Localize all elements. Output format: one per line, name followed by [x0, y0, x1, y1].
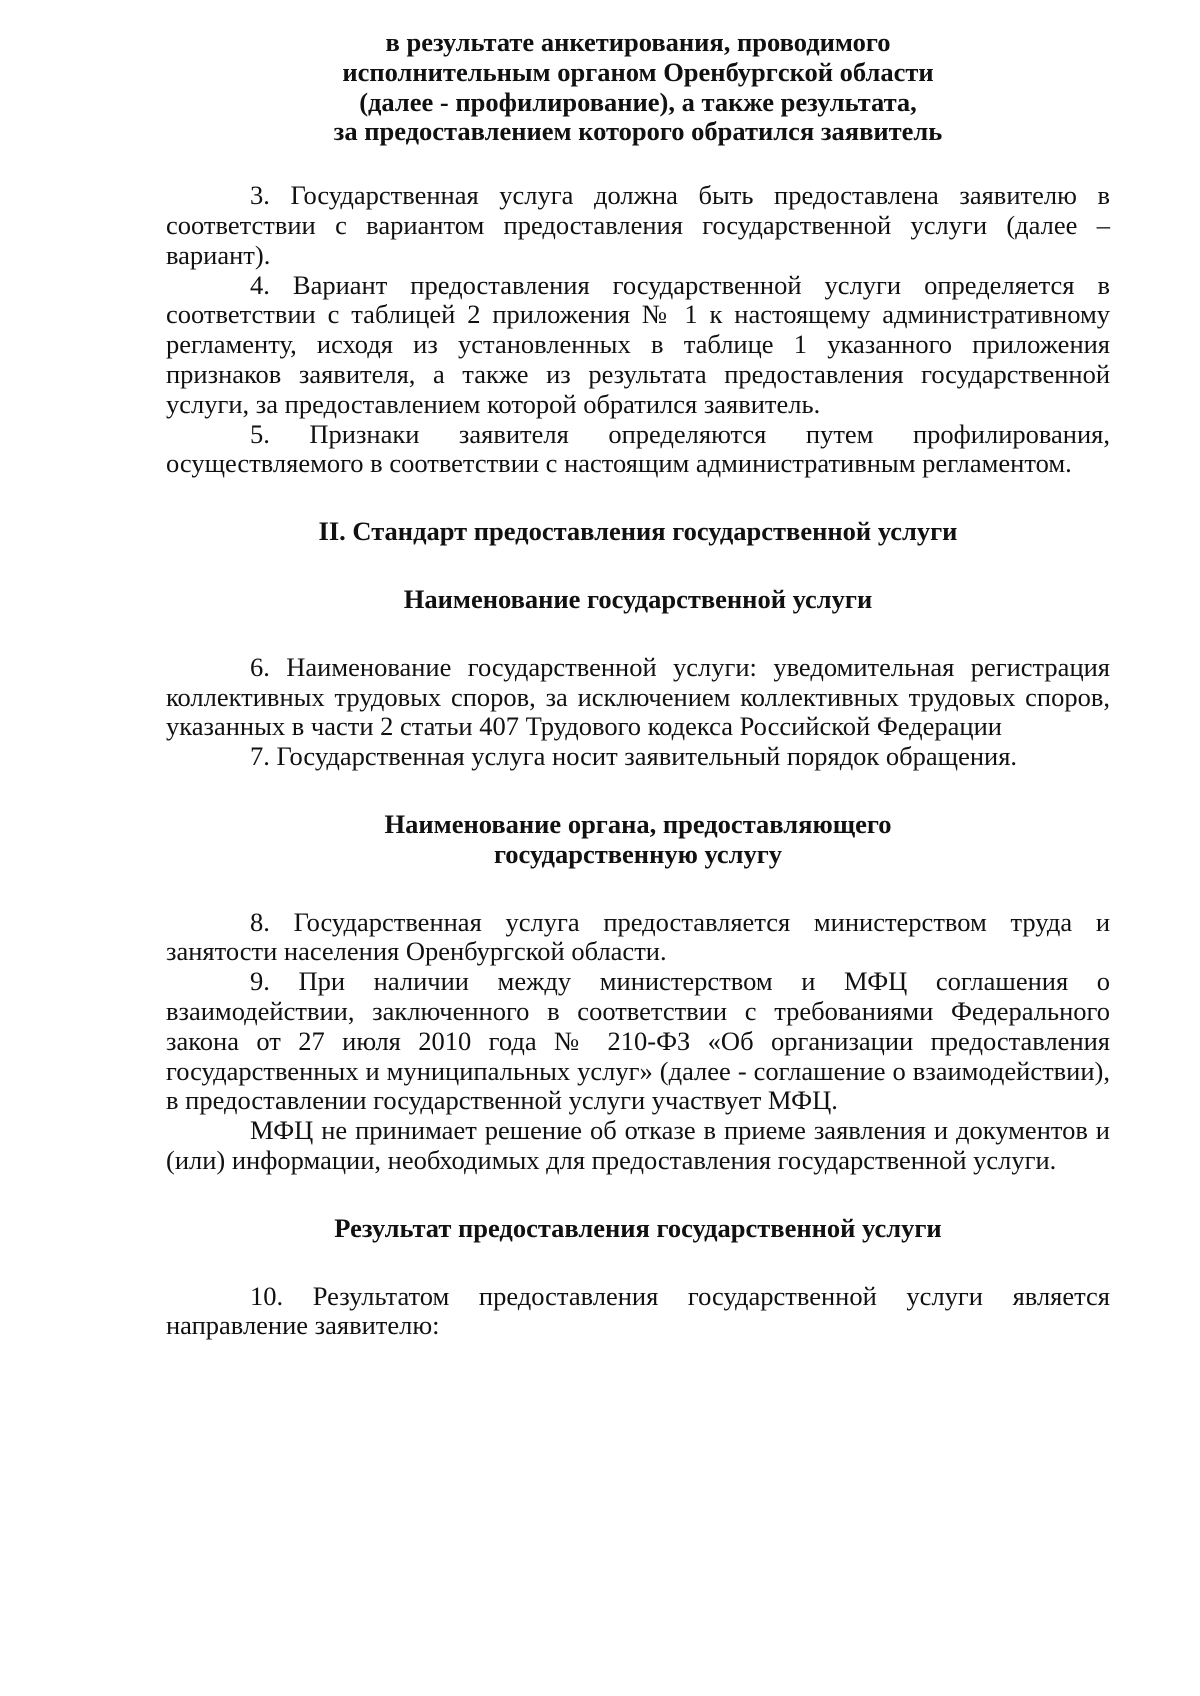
paragraph-9: 9. При наличии между министерством и МФЦ соглашения о взаимодействии, заключенного в соответствии с требованиями Федерального закона от 27 июля 2010 года № 210-ФЗ «Об организации предоставления государственных и муниципальных услуг» (далее - соглашение о взаимодействии), в предоставлении государственной услуги участвует МФЦ. — [166, 966, 1110, 1116]
organ-heading — [166, 810, 1110, 870]
paragraph-3: 3. Государственная услуга должна быть предоставлена заявителю в соответствии с вариантом предоставления государственной услуги (далее – вариант). — [166, 180, 1110, 270]
service-name-heading: Наименование государственной услуги — [403, 583, 873, 614]
paragraph-7: 7. Государственная услуга носит заявительный порядок обращения. — [250, 741, 1018, 772]
result-heading: Результат предоставления государственной услуги — [334, 1212, 942, 1243]
paragraph-6: 6. Наименование государственной услуги: уведомительная регистрация коллективных трудовых споров, за исключением коллективных трудовых споров, указанных в части 2 статьи 407 Трудового кодекса Российской Федерации — [166, 651, 1110, 742]
organ-heading-line-1: Наименование органа, предоставляющего — [384, 808, 892, 839]
section-2-heading: II. Стандарт предоставления государственной услуги — [318, 516, 958, 547]
top-heading — [166, 28, 1110, 147]
top-heading-line-4: за предоставлением которого обратился заявитель — [333, 116, 943, 147]
top-heading-line-3: (далее - профилирование), а также результата, — [359, 86, 917, 117]
paragraph-4: 4. Вариант предоставления государственной услуги определяется в соответствии с таблицей 2 приложения № 1 к настоящему административному регламенту, исходя из установленных в таблице 1 указанного приложения признаков заявителя, а также из результата предоставления государственной услуги, за предоставлением которой обратился заявитель. — [166, 269, 1110, 419]
organ-heading-line-2: государственную услугу — [493, 838, 783, 869]
paragraph-8: 8. Государственная услуга предоставляется министерством труда и занятости населения Оренбургской области. — [166, 906, 1110, 967]
paragraph-10: 10. Результатом предоставления государственной услуги является направление заявителю: — [166, 1280, 1110, 1341]
paragraph-5: 5. Признаки заявителя определяются путем профилирования, осуществляемого в соответствии с настоящим административным регламентом. — [166, 418, 1110, 479]
top-heading-line-2: исполнительным органом Оренбургской области — [342, 56, 934, 87]
paragraph-9b: МФЦ не принимает решение об отказе в приеме заявления и документов и (или) информации, необходимых для предоставления государственной услуги. — [166, 1115, 1110, 1175]
top-heading-line-1: в результате анкетирования, проводимого — [385, 27, 891, 57]
